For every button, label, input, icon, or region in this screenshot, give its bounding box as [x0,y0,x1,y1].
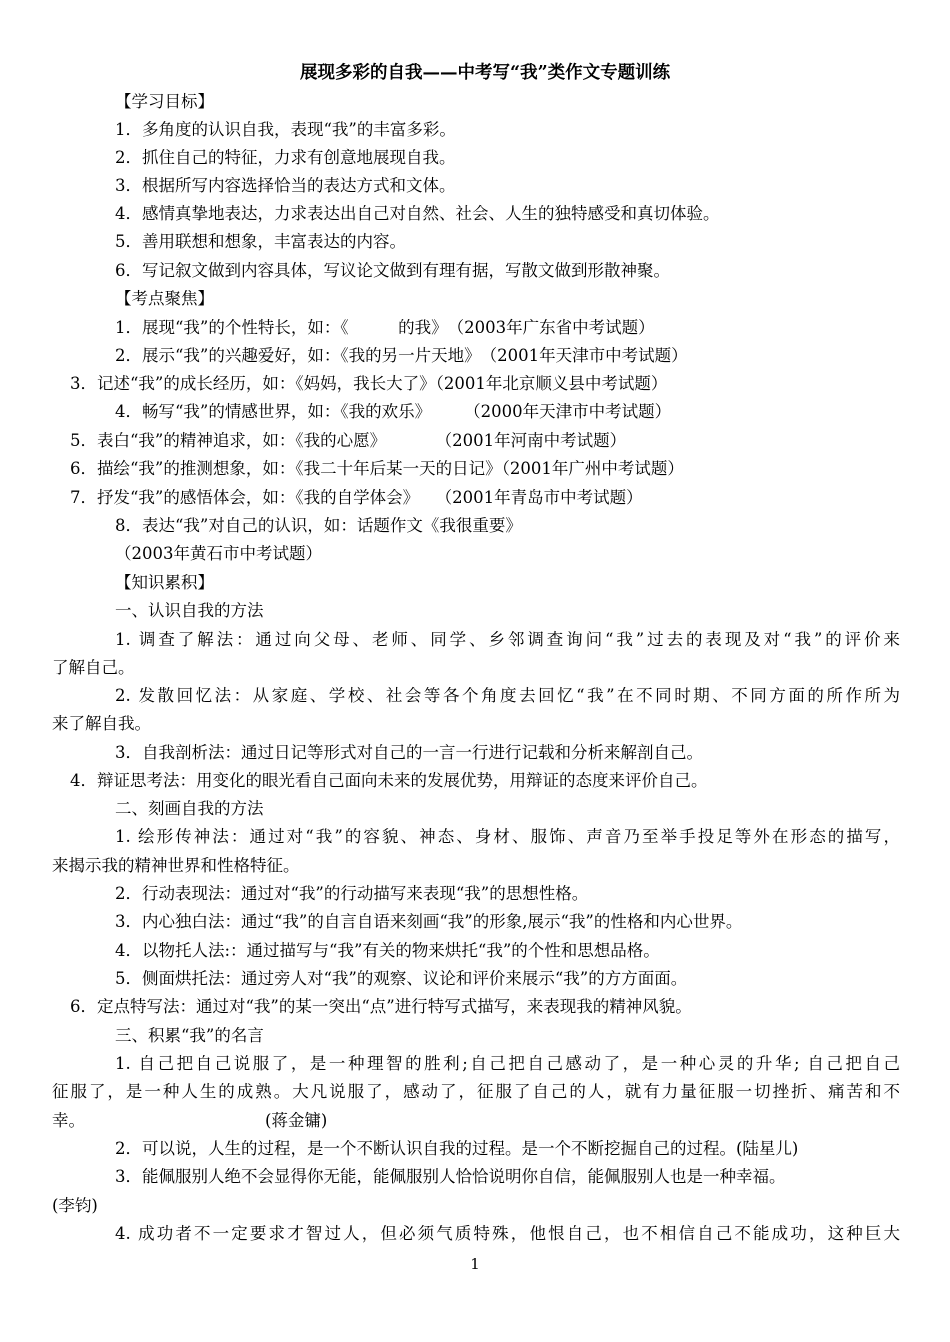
paragraph: 了解自己。 [52,658,135,677]
focus-item: 6．描绘“我”的推测想象，如：《我二十年后某一天的日记》（2001年广州中考试题） [70,459,684,478]
paragraph: 来了解自我。 [52,714,151,733]
paragraph: 4．以物托人法:：通过描写与“我”有关的物来烘托“我”的个性和思想品格。 [115,941,660,960]
part3-heading: 三、积累“我”的名言 [115,1026,264,1045]
goal-item: 6．写记叙文做到内容具体，写议论文做到有理有据，写散文做到形散神聚。 [115,261,670,280]
focus-item: 3．记述“我”的成长经历，如：《妈妈，我长大了》（2001年北京顺义县中考试题） [70,374,668,393]
paragraph: 2．行动表现法：通过对“我”的行动描写来表现“我”的思想性格。 [115,884,589,903]
focus-heading: 【考点聚焦】 [115,289,214,308]
part1-heading: 一、认识自我的方法 [115,601,264,620]
focus-item: 5．表白“我”的精神追求，如：《我的心愿》 （2001年河南中考试题） [70,431,627,450]
knowledge-heading: 【知识累积】 [115,573,214,592]
focus-item: 4．畅写“我”的情感世界，如：《我的欢乐》 （2000年天津市中考试题） [115,402,672,421]
goal-item: 2．抓住自己的特征，力求有创意地展现自我。 [115,148,456,167]
paragraph: 5．侧面烘托法：通过旁人对“我”的观察、议论和评价来展示“我”的方方面面。 [115,969,688,988]
quote-paragraph: 幸。 [52,1111,85,1130]
paragraph: 3．内心独白法：通过“我”的自言自语来刻画“我”的形象,展示“我”的性格和内心世界。 [115,912,743,931]
goal-item: 4．感情真挚地表达，力求表达出自己对自然、社会、人生的独特感受和真切体验。 [115,204,720,223]
quote-author: (李钧) [52,1196,98,1215]
paragraph: 1. 绘形传神法：通过对“我”的容貌、神态、身材、服饰、声音乃至举手投足等外在形态的描写， [115,827,900,846]
quote-author: (蒋金镛) [265,1111,328,1130]
paragraph: 2. 发散回忆法：从家庭、学校、社会等各个角度去回忆“我”在不同时期、不同方面的所作所为 [115,686,900,705]
quote-paragraph: 2．可以说，人生的过程，是一个不断认识自我的过程。是一个不断挖掘自己的过程。(陆星儿) [115,1139,799,1158]
quote-paragraph: 4. 成功者不一定要求才智过人，但必须气质特殊，他恨自己，也不相信自己不能成功，这种巨大 [115,1224,900,1243]
goal-item: 3．根据所写内容选择恰当的表达方式和文体。 [115,176,456,195]
paragraph: 来揭示我的精神世界和性格特征。 [52,856,300,875]
part2-heading: 二、刻画自我的方法 [115,799,264,818]
paragraph: 4．辩证思考法：用变化的眼光看自己面向未来的发展优势，用辩证的态度来评价自己。 [70,771,708,790]
document-title: 展现多彩的自我——中考写“我”类作文专题训练 [300,63,671,83]
paragraph: 1. 调查了解法：通过向父母、老师、同学、乡邻调查询问“我”过去的表现及对“我”的评价来 [115,630,900,649]
focus-item: 2．展示“我”的兴趣爱好，如：《我的另一片天地》 （2001年天津市中考试题） [115,346,688,365]
quote-paragraph: 1. 自己把自己说服了，是一种理智的胜利;自己把自己感动了，是一种心灵的升华; 自己把自己 [115,1054,900,1073]
goal-item: 1．多角度的认识自我，表现“我”的丰富多彩。 [115,120,456,139]
paragraph: 6．定点特写法：通过对“我”的某一突出“点”进行特写式描写，来表现我的精神风貌。 [70,997,692,1016]
quote-paragraph: 征服了，是一种人生的成熟。大凡说服了，感动了，征服了自己的人，就有力量征服一切挫折、痛苦和不 [52,1082,900,1101]
focus-item-source: （2003年黄石市中考试题） [115,544,322,563]
focus-item: 7．抒发“我”的感悟体会，如：《我的自学体会》 （2001年青岛市中考试题） [70,488,643,507]
paragraph: 3．自我剖析法：通过日记等形式对自己的一言一行进行记载和分析来解剖自己。 [115,743,703,762]
page-number: 1 [470,1255,480,1273]
focus-item: 8．表达“我”对自己的认识，如：话题作文《我很重要》 [115,516,522,535]
focus-item: 1．展现“我”的个性特长，如：《 的我》 （2003年广东省中考试题） [115,318,655,337]
goals-heading: 【学习目标】 [115,92,214,111]
quote-paragraph: 3．能佩服别人绝不会显得你无能，能佩服别人恰恰说明你自信，能佩服别人也是一种幸福。 [115,1167,786,1186]
goal-item: 5．善用联想和想象，丰富表达的内容。 [115,232,406,251]
